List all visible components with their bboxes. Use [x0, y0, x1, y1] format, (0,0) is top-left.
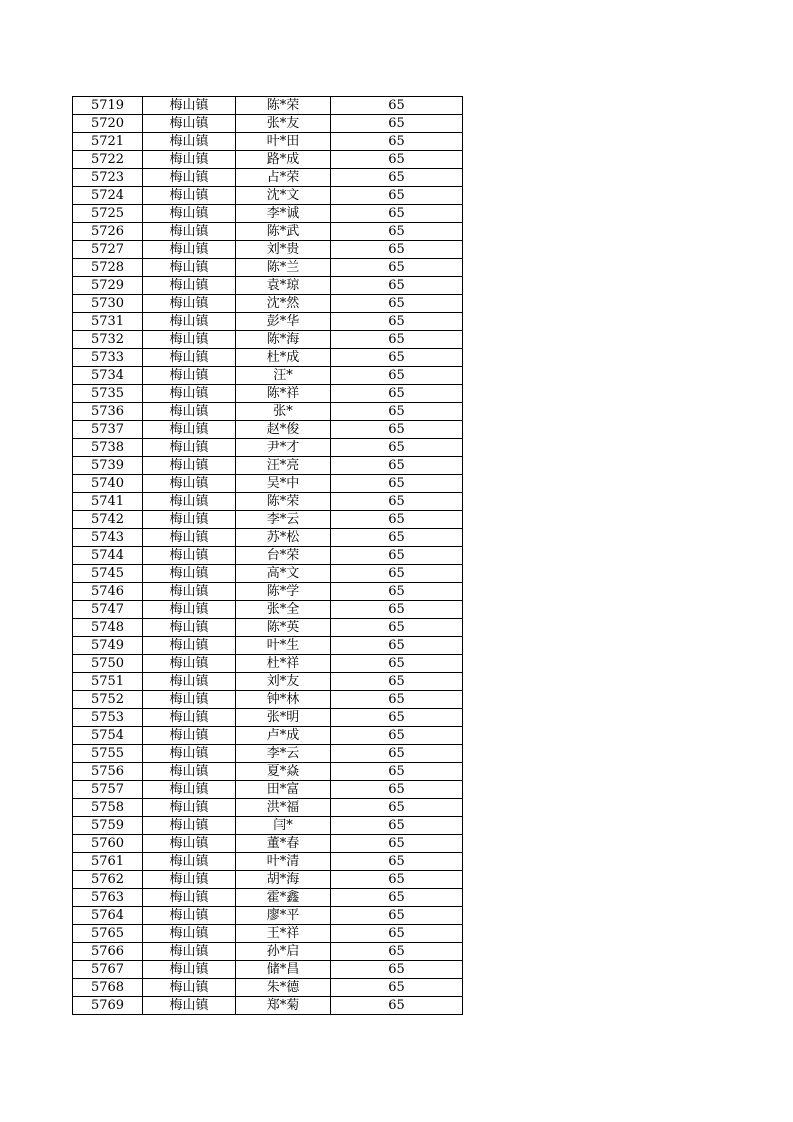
name-cell: 叶*清: [236, 853, 331, 871]
town-cell: 梅山镇: [143, 619, 236, 637]
town-cell: 梅山镇: [143, 709, 236, 727]
town-cell: 梅山镇: [143, 259, 236, 277]
name-cell: 高*文: [236, 565, 331, 583]
name-cell: 陈*英: [236, 619, 331, 637]
name-cell: 张*全: [236, 601, 331, 619]
table-row: [73, 943, 463, 961]
row-number-cell: 5737: [73, 421, 143, 439]
town-cell: 梅山镇: [143, 961, 236, 979]
table-row: [73, 439, 463, 457]
town-cell: 梅山镇: [143, 403, 236, 421]
amount-cell: 65: [331, 259, 463, 277]
row-number-cell: 5758: [73, 799, 143, 817]
table-row: [73, 547, 463, 565]
town-cell: 梅山镇: [143, 925, 236, 943]
name-cell: 田*富: [236, 781, 331, 799]
amount-cell: 65: [331, 493, 463, 511]
town-cell: 梅山镇: [143, 313, 236, 331]
table-row: [73, 601, 463, 619]
name-cell: 洪*福: [236, 799, 331, 817]
row-number-cell: 5733: [73, 349, 143, 367]
name-cell: 吴*中: [236, 475, 331, 493]
name-cell: 汪*: [236, 367, 331, 385]
amount-cell: 65: [331, 133, 463, 151]
name-cell: 张*明: [236, 709, 331, 727]
row-number-cell: 5765: [73, 925, 143, 943]
table-row: [73, 565, 463, 583]
row-number-cell: 5760: [73, 835, 143, 853]
amount-cell: 65: [331, 511, 463, 529]
town-cell: 梅山镇: [143, 943, 236, 961]
amount-cell: 65: [331, 961, 463, 979]
town-cell: 梅山镇: [143, 493, 236, 511]
name-cell: 路*成: [236, 151, 331, 169]
town-cell: 梅山镇: [143, 799, 236, 817]
row-number-cell: 5745: [73, 565, 143, 583]
amount-cell: 65: [331, 889, 463, 907]
town-cell: 梅山镇: [143, 691, 236, 709]
row-number-cell: 5759: [73, 817, 143, 835]
table-row: [73, 403, 463, 421]
row-number-cell: 5767: [73, 961, 143, 979]
row-number-cell: 5755: [73, 745, 143, 763]
row-number-cell: 5747: [73, 601, 143, 619]
row-number-cell: 5726: [73, 223, 143, 241]
name-cell: 陈*兰: [236, 259, 331, 277]
table-row: [73, 727, 463, 745]
amount-cell: 65: [331, 619, 463, 637]
table-row: [73, 151, 463, 169]
row-number-cell: 5751: [73, 673, 143, 691]
amount-cell: 65: [331, 907, 463, 925]
amount-cell: 65: [331, 601, 463, 619]
amount-cell: 65: [331, 709, 463, 727]
row-number-cell: 5743: [73, 529, 143, 547]
row-number-cell: 5752: [73, 691, 143, 709]
row-number-cell: 5764: [73, 907, 143, 925]
name-cell: 沈*然: [236, 295, 331, 313]
row-number-cell: 5756: [73, 763, 143, 781]
table-row: [73, 871, 463, 889]
town-cell: 梅山镇: [143, 655, 236, 673]
amount-cell: 65: [331, 331, 463, 349]
table-row: [73, 961, 463, 979]
name-cell: 孙*启: [236, 943, 331, 961]
amount-cell: 65: [331, 241, 463, 259]
name-cell: 董*春: [236, 835, 331, 853]
town-cell: 梅山镇: [143, 385, 236, 403]
amount-cell: 65: [331, 781, 463, 799]
row-number-cell: 5763: [73, 889, 143, 907]
table-row: [73, 673, 463, 691]
amount-cell: 65: [331, 799, 463, 817]
row-number-cell: 5735: [73, 385, 143, 403]
name-cell: 汪*亮: [236, 457, 331, 475]
table-row: [73, 295, 463, 313]
name-cell: 占*荣: [236, 169, 331, 187]
name-cell: 储*昌: [236, 961, 331, 979]
town-cell: 梅山镇: [143, 673, 236, 691]
amount-cell: 65: [331, 655, 463, 673]
amount-cell: 65: [331, 637, 463, 655]
name-cell: 钟*林: [236, 691, 331, 709]
amount-cell: 65: [331, 421, 463, 439]
town-cell: 梅山镇: [143, 169, 236, 187]
town-cell: 梅山镇: [143, 187, 236, 205]
name-cell: 李*云: [236, 745, 331, 763]
name-cell: 陈*武: [236, 223, 331, 241]
amount-cell: 65: [331, 313, 463, 331]
table-row: [73, 187, 463, 205]
row-number-cell: 5736: [73, 403, 143, 421]
name-cell: 廖*平: [236, 907, 331, 925]
amount-cell: 65: [331, 475, 463, 493]
town-cell: 梅山镇: [143, 583, 236, 601]
table-row: [73, 619, 463, 637]
town-cell: 梅山镇: [143, 817, 236, 835]
table-row: [73, 349, 463, 367]
name-cell: 胡*海: [236, 871, 331, 889]
table-row: [73, 799, 463, 817]
row-number-cell: 5732: [73, 331, 143, 349]
town-cell: 梅山镇: [143, 745, 236, 763]
town-cell: 梅山镇: [143, 151, 236, 169]
table-row: [73, 925, 463, 943]
table-row: [73, 97, 463, 115]
row-number-cell: 5731: [73, 313, 143, 331]
name-cell: 闫*: [236, 817, 331, 835]
row-number-cell: 5768: [73, 979, 143, 997]
amount-cell: 65: [331, 151, 463, 169]
row-number-cell: 5757: [73, 781, 143, 799]
amount-cell: 65: [331, 457, 463, 475]
town-cell: 梅山镇: [143, 547, 236, 565]
name-cell: 叶*生: [236, 637, 331, 655]
table-row: [73, 655, 463, 673]
town-cell: 梅山镇: [143, 565, 236, 583]
amount-cell: 65: [331, 565, 463, 583]
table-row: [73, 259, 463, 277]
table-row: [73, 835, 463, 853]
town-cell: 梅山镇: [143, 601, 236, 619]
name-cell: 沈*文: [236, 187, 331, 205]
row-number-cell: 5730: [73, 295, 143, 313]
row-number-cell: 5722: [73, 151, 143, 169]
row-number-cell: 5734: [73, 367, 143, 385]
name-cell: 彭*华: [236, 313, 331, 331]
town-cell: 梅山镇: [143, 241, 236, 259]
table-row: [73, 475, 463, 493]
table-row: [73, 997, 463, 1015]
town-cell: 梅山镇: [143, 637, 236, 655]
row-number-cell: 5719: [73, 97, 143, 115]
name-cell: 袁*琼: [236, 277, 331, 295]
amount-cell: 65: [331, 115, 463, 133]
table-row: [73, 277, 463, 295]
town-cell: 梅山镇: [143, 889, 236, 907]
name-cell: 李*诚: [236, 205, 331, 223]
town-cell: 梅山镇: [143, 727, 236, 745]
table-row: [73, 583, 463, 601]
amount-cell: 65: [331, 727, 463, 745]
town-cell: 梅山镇: [143, 979, 236, 997]
table-row: [73, 223, 463, 241]
table-row: [73, 331, 463, 349]
row-number-cell: 5742: [73, 511, 143, 529]
table-row: [73, 115, 463, 133]
amount-cell: 65: [331, 835, 463, 853]
row-number-cell: 5724: [73, 187, 143, 205]
town-cell: 梅山镇: [143, 457, 236, 475]
town-cell: 梅山镇: [143, 97, 236, 115]
table-row: [73, 763, 463, 781]
name-cell: 陈*祥: [236, 385, 331, 403]
row-number-cell: 5761: [73, 853, 143, 871]
amount-cell: 65: [331, 979, 463, 997]
amount-cell: 65: [331, 367, 463, 385]
amount-cell: 65: [331, 583, 463, 601]
town-cell: 梅山镇: [143, 133, 236, 151]
amount-cell: 65: [331, 403, 463, 421]
table-row: [73, 745, 463, 763]
amount-cell: 65: [331, 943, 463, 961]
table-row: [73, 979, 463, 997]
town-cell: 梅山镇: [143, 871, 236, 889]
row-number-cell: 5740: [73, 475, 143, 493]
name-cell: 陈*海: [236, 331, 331, 349]
row-number-cell: 5750: [73, 655, 143, 673]
table-row: [73, 313, 463, 331]
table-row: [73, 907, 463, 925]
table-row: [73, 853, 463, 871]
amount-cell: 65: [331, 673, 463, 691]
table-row: [73, 457, 463, 475]
row-number-cell: 5738: [73, 439, 143, 457]
amount-cell: 65: [331, 277, 463, 295]
table-row: [73, 367, 463, 385]
name-cell: 郑*菊: [236, 997, 331, 1015]
amount-cell: 65: [331, 97, 463, 115]
table-row: [73, 133, 463, 151]
table-row: [73, 385, 463, 403]
row-number-cell: 5720: [73, 115, 143, 133]
amount-cell: 65: [331, 169, 463, 187]
row-number-cell: 5748: [73, 619, 143, 637]
name-cell: 卢*成: [236, 727, 331, 745]
table-row: [73, 241, 463, 259]
town-cell: 梅山镇: [143, 331, 236, 349]
town-cell: 梅山镇: [143, 475, 236, 493]
name-cell: 夏*焱: [236, 763, 331, 781]
name-cell: 刘*友: [236, 673, 331, 691]
town-cell: 梅山镇: [143, 511, 236, 529]
amount-cell: 65: [331, 745, 463, 763]
table-row: [73, 781, 463, 799]
row-number-cell: 5723: [73, 169, 143, 187]
town-cell: 梅山镇: [143, 853, 236, 871]
town-cell: 梅山镇: [143, 997, 236, 1015]
amount-cell: 65: [331, 187, 463, 205]
amount-cell: 65: [331, 349, 463, 367]
town-cell: 梅山镇: [143, 223, 236, 241]
name-cell: 叶*田: [236, 133, 331, 151]
row-number-cell: 5741: [73, 493, 143, 511]
name-cell: 霍*鑫: [236, 889, 331, 907]
town-cell: 梅山镇: [143, 439, 236, 457]
town-cell: 梅山镇: [143, 205, 236, 223]
table-row: [73, 529, 463, 547]
data-table: [72, 96, 463, 1015]
table-row: [73, 421, 463, 439]
town-cell: 梅山镇: [143, 295, 236, 313]
amount-cell: 65: [331, 205, 463, 223]
name-cell: 刘*贵: [236, 241, 331, 259]
row-number-cell: 5729: [73, 277, 143, 295]
row-number-cell: 5727: [73, 241, 143, 259]
town-cell: 梅山镇: [143, 115, 236, 133]
town-cell: 梅山镇: [143, 529, 236, 547]
amount-cell: 65: [331, 691, 463, 709]
name-cell: 陈*学: [236, 583, 331, 601]
name-cell: 杜*祥: [236, 655, 331, 673]
amount-cell: 65: [331, 871, 463, 889]
table-row: [73, 889, 463, 907]
row-number-cell: 5721: [73, 133, 143, 151]
row-number-cell: 5744: [73, 547, 143, 565]
town-cell: 梅山镇: [143, 835, 236, 853]
row-number-cell: 5762: [73, 871, 143, 889]
amount-cell: 65: [331, 997, 463, 1015]
table-row: [73, 205, 463, 223]
amount-cell: 65: [331, 547, 463, 565]
name-cell: 尹*才: [236, 439, 331, 457]
town-cell: 梅山镇: [143, 277, 236, 295]
amount-cell: 65: [331, 529, 463, 547]
table-row: [73, 817, 463, 835]
town-cell: 梅山镇: [143, 349, 236, 367]
table-body: [73, 97, 463, 1015]
table-row: [73, 637, 463, 655]
row-number-cell: 5725: [73, 205, 143, 223]
amount-cell: 65: [331, 925, 463, 943]
row-number-cell: 5739: [73, 457, 143, 475]
row-number-cell: 5753: [73, 709, 143, 727]
table-row: [73, 493, 463, 511]
amount-cell: 65: [331, 295, 463, 313]
table-row: [73, 709, 463, 727]
amount-cell: 65: [331, 853, 463, 871]
name-cell: 张*友: [236, 115, 331, 133]
amount-cell: 65: [331, 817, 463, 835]
town-cell: 梅山镇: [143, 781, 236, 799]
row-number-cell: 5746: [73, 583, 143, 601]
amount-cell: 65: [331, 763, 463, 781]
table-row: [73, 511, 463, 529]
name-cell: 陈*荣: [236, 493, 331, 511]
town-cell: 梅山镇: [143, 367, 236, 385]
row-number-cell: 5769: [73, 997, 143, 1015]
amount-cell: 65: [331, 223, 463, 241]
town-cell: 梅山镇: [143, 763, 236, 781]
name-cell: 张*: [236, 403, 331, 421]
name-cell: 杜*成: [236, 349, 331, 367]
row-number-cell: 5754: [73, 727, 143, 745]
row-number-cell: 5749: [73, 637, 143, 655]
name-cell: 李*云: [236, 511, 331, 529]
town-cell: 梅山镇: [143, 907, 236, 925]
table-row: [73, 691, 463, 709]
amount-cell: 65: [331, 385, 463, 403]
amount-cell: 65: [331, 439, 463, 457]
table-row: [73, 169, 463, 187]
name-cell: 陈*荣: [236, 97, 331, 115]
name-cell: 台*荣: [236, 547, 331, 565]
town-cell: 梅山镇: [143, 421, 236, 439]
row-number-cell: 5766: [73, 943, 143, 961]
row-number-cell: 5728: [73, 259, 143, 277]
name-cell: 苏*松: [236, 529, 331, 547]
name-cell: 朱*德: [236, 979, 331, 997]
name-cell: 赵*俊: [236, 421, 331, 439]
name-cell: 王*祥: [236, 925, 331, 943]
